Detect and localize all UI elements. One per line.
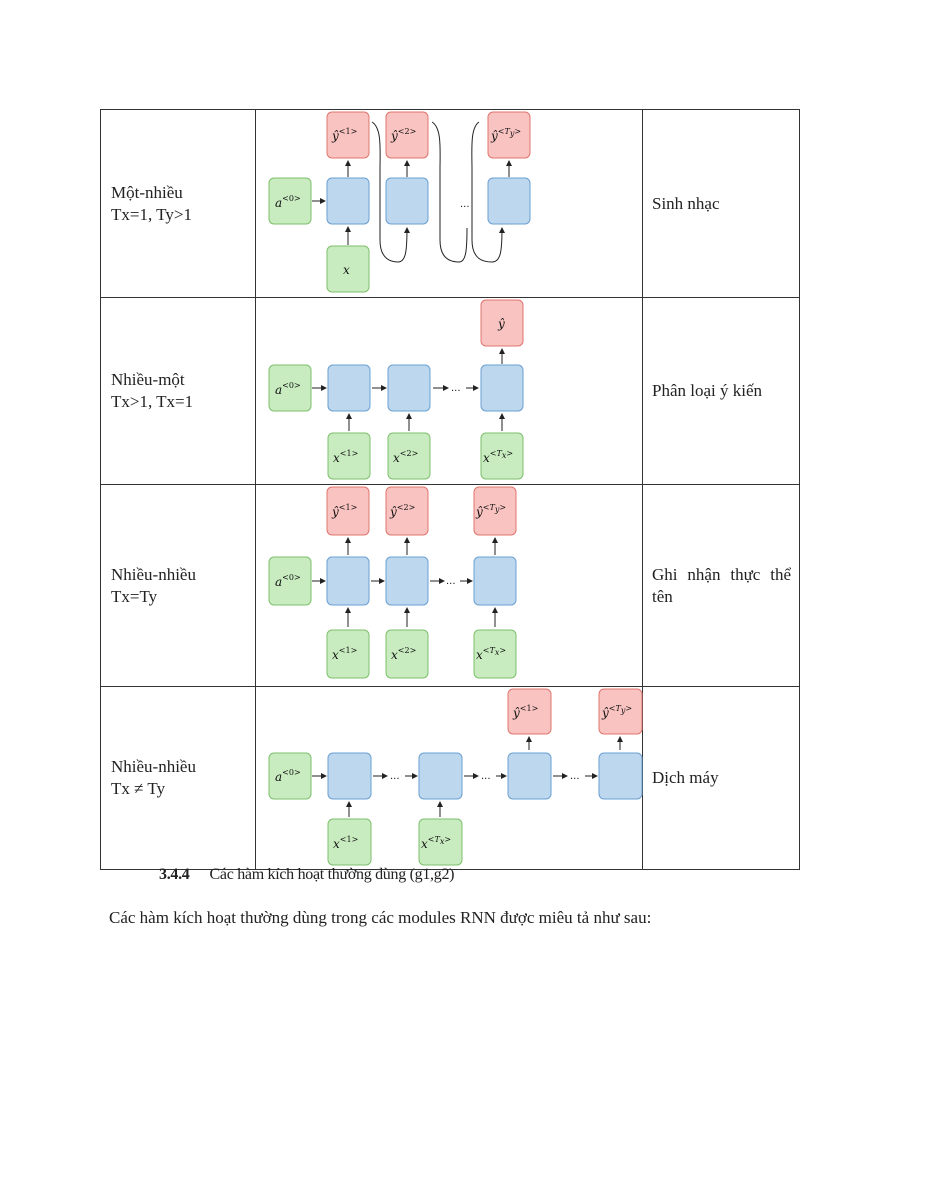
many-to-many-unequal-diagram	[256, 687, 643, 869]
rnn-cell	[328, 365, 370, 411]
rnn-type-condition: Tx ≠ Ty	[111, 779, 166, 798]
diagram-cell	[256, 485, 643, 687]
section-heading	[159, 866, 454, 884]
ellipsis: ...	[570, 771, 580, 782]
diagram-cell	[256, 110, 643, 298]
svg-text:a<0>: $a^{<0>}$	[275, 194, 301, 210]
svg-text:x: x	[343, 263, 350, 277]
table-row-many-to-many-unequal	[101, 687, 800, 870]
rnn-cell	[599, 753, 642, 799]
svg-text:x<1>: $x^{<1>}$	[333, 835, 359, 851]
svg-text:a<0>: $a^{<0>}$	[275, 768, 301, 784]
svg-text:ŷ<1>: $ŷ^{<1>}$	[332, 127, 358, 143]
rnn-type-cell	[101, 298, 256, 485]
rnn-type-name: Nhiều-nhiều	[111, 564, 196, 584]
section-title: Các hàm kích hoạt thường dùng (g1,g2)	[209, 866, 455, 883]
application-cell: Ghi nhận thực thể tên	[643, 485, 800, 687]
diagram-cell	[256, 687, 643, 870]
ellipsis: ...	[460, 199, 470, 210]
svg-text:ŷ<1>: $ŷ^{<1>}$	[332, 503, 358, 519]
rnn-cell	[419, 753, 462, 799]
rnn-type-cell	[101, 687, 256, 870]
many-to-one-diagram	[256, 298, 643, 484]
svg-text:ŷ<2>: $ŷ^{<2>}$	[390, 503, 416, 519]
ellipsis: ...	[481, 771, 491, 782]
rnn-type-condition: Tx=Ty	[111, 586, 158, 606]
rnn-types-table	[100, 109, 800, 870]
rnn-cell	[386, 557, 428, 605]
application-cell: Dịch máy	[643, 687, 800, 870]
svg-text:x<2>: $x^{<2>}$	[391, 646, 417, 662]
table-row-many-to-one	[101, 298, 800, 485]
rnn-type-cell	[101, 110, 256, 298]
rnn-cell	[474, 557, 516, 605]
svg-text:ŷ<Ty>: ŷ<Ty>	[491, 127, 522, 143]
svg-text:x<1>: $x^{<1>}$	[332, 646, 358, 662]
rnn-type-condition: Tx=1, Ty>1	[111, 204, 192, 224]
table-row-many-to-many-equal	[101, 485, 800, 687]
svg-text:x<1>: $x^{<1>}$	[333, 449, 359, 465]
many-to-many-equal-diagram	[256, 485, 643, 686]
rnn-cell	[388, 365, 430, 411]
rnn-type-cell	[101, 485, 256, 687]
svg-text:x<Tx>: x<Tx>	[421, 835, 452, 851]
section-number: 3.4.4	[159, 866, 190, 883]
diagram-cell	[256, 298, 643, 485]
ellipsis: ...	[390, 771, 400, 782]
one-to-many-diagram	[256, 110, 643, 297]
ellipsis: ...	[451, 383, 461, 394]
svg-text:ŷ<Ty>: ŷ<Ty>	[476, 503, 507, 519]
svg-text:ŷ<2>: $ŷ^{<2>}$	[391, 127, 417, 143]
svg-text:a<0>: $a^{<0>}$	[275, 573, 301, 589]
body-paragraph: Các hàm kích hoạt thường dùng trong các modules RNN được miêu tả như sau:	[109, 908, 652, 927]
svg-text:ŷ<Ty>: ŷ<Ty>	[602, 704, 633, 720]
rnn-cell	[386, 178, 428, 224]
rnn-cell	[328, 753, 371, 799]
svg-text:x<Tx>: x<Tx>	[483, 449, 514, 465]
rnn-cell	[327, 178, 369, 224]
rnn-type-name: Một-nhiều	[111, 182, 183, 202]
rnn-cell	[481, 365, 523, 411]
rnn-type-name: Nhiều-một	[111, 370, 185, 389]
rnn-cell	[488, 178, 530, 224]
svg-text:x<2>: $x^{<2>}$	[393, 449, 419, 465]
application-cell: Phân loại ý kiến	[643, 298, 800, 485]
svg-text:ŷ: ŷ	[498, 317, 505, 331]
ellipsis: ...	[446, 576, 456, 587]
rnn-type-condition: Tx>1, Tx=1	[111, 392, 194, 411]
table-row-one-to-many	[101, 110, 800, 298]
feedback-arrow	[432, 122, 467, 262]
rnn-cell	[508, 753, 551, 799]
rnn-cell	[327, 557, 369, 605]
svg-text:a<0>: $a^{<0>}$	[275, 381, 301, 397]
rnn-type-name: Nhiều-nhiều	[111, 757, 196, 776]
svg-text:ŷ<1>: $ŷ^{<1>}$	[513, 704, 539, 720]
svg-text:x<Tx>: x<Tx>	[476, 646, 507, 662]
application-cell: Sinh nhạc	[643, 110, 800, 298]
